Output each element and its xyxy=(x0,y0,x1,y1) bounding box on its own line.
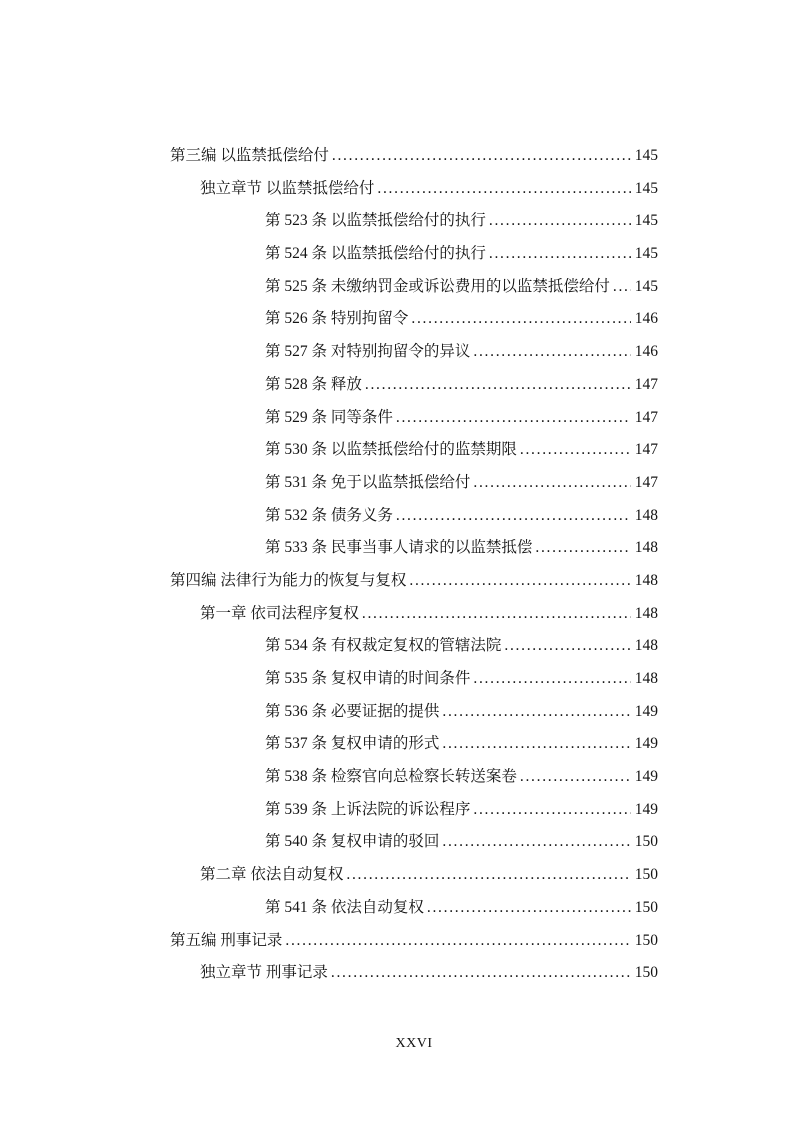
toc-entry-page: 150 xyxy=(634,866,658,884)
dot-leader xyxy=(504,630,630,663)
toc-entry-page: 149 xyxy=(634,800,658,818)
toc-entry-page: 147 xyxy=(634,375,658,393)
toc-entry-page: 149 xyxy=(634,735,658,753)
toc-entry-label: 第四编 法律行为能力的恢复与复权 xyxy=(170,571,407,589)
toc-entry xyxy=(170,532,658,565)
dot-leader xyxy=(427,892,631,925)
toc-entry xyxy=(170,434,658,467)
toc-entry xyxy=(170,205,658,238)
dot-leader xyxy=(332,140,631,173)
toc-entry-page: 148 xyxy=(634,571,658,589)
toc-entry-page: 145 xyxy=(634,179,658,197)
toc-entry-label: 第 527 条 对特别拘留令的异议 xyxy=(265,343,471,361)
toc-entry-page: 146 xyxy=(634,343,658,361)
toc-entry-label: 第 524 条 以监禁抵偿给付的执行 xyxy=(265,245,486,263)
toc-entry-label: 第 525 条 未缴纳罚金或诉讼费用的以监禁抵偿给付 xyxy=(265,277,610,295)
toc-entry-label: 第 533 条 民事当事人请求的以监禁抵偿 xyxy=(265,539,533,557)
dot-leader xyxy=(473,336,630,369)
dot-leader xyxy=(442,696,630,729)
toc-entry-label: 第 530 条 以监禁抵偿给付的监禁期限 xyxy=(265,441,517,459)
toc-entry xyxy=(170,336,658,369)
toc-entry xyxy=(170,925,658,958)
toc-entry-label: 第 532 条 债务义务 xyxy=(265,506,393,524)
toc-entry-label: 第 535 条 复权申请的时间条件 xyxy=(265,670,471,687)
toc-entry-label: 第 538 条 检察官向总检察长转送案卷 xyxy=(265,768,517,786)
toc-entry xyxy=(170,467,658,500)
toc-entry xyxy=(170,565,658,598)
dot-leader xyxy=(396,402,631,435)
toc-entry-label: 第 529 条 同等条件 xyxy=(265,408,393,426)
toc-entry-label: 第 534 条 有权裁定复权的管辖法院 xyxy=(265,637,502,655)
toc-entry xyxy=(170,303,658,336)
toc-entry-page: 148 xyxy=(634,637,658,655)
toc-entry-label: 第 540 条 复权申请的驳回 xyxy=(265,833,440,851)
toc-entry xyxy=(170,859,658,892)
toc-entry-label: 第五编 刑事记录 xyxy=(170,931,283,949)
dot-leader xyxy=(409,565,630,598)
toc-entry xyxy=(170,794,658,827)
toc-entry-page: 145 xyxy=(634,147,658,164)
toc-entry-label: 第一章 依司法程序复权 xyxy=(200,604,359,622)
toc-entry xyxy=(170,500,658,533)
toc-entry-page: 150 xyxy=(634,833,658,851)
toc-entry xyxy=(170,402,658,435)
dot-leader xyxy=(442,728,630,761)
dot-leader xyxy=(520,434,631,467)
toc-entry-page: 145 xyxy=(634,212,658,230)
dot-leader xyxy=(377,173,630,206)
toc-entry-page: 147 xyxy=(634,408,658,426)
toc-entry-page: 150 xyxy=(634,964,658,982)
toc-entry-page: 147 xyxy=(634,473,658,491)
toc-entry-label: 第 537 条 复权申请的形式 xyxy=(265,735,440,753)
dot-leader xyxy=(411,303,630,336)
toc-entry xyxy=(170,369,658,402)
page-number-footer: XXVI xyxy=(395,1036,433,1051)
toc-entry-page: 148 xyxy=(634,670,658,687)
dot-leader xyxy=(613,271,631,304)
toc-entry-page: 148 xyxy=(634,604,658,622)
toc-entry xyxy=(170,663,658,696)
dot-leader xyxy=(489,205,631,238)
toc-entry xyxy=(170,696,658,729)
toc-entry-label: 第 531 条 免于以监禁抵偿给付 xyxy=(265,473,471,491)
dot-leader xyxy=(362,598,631,631)
toc-entry xyxy=(170,140,658,173)
dot-leader xyxy=(520,761,631,794)
toc-entry xyxy=(170,957,658,990)
dot-leader xyxy=(396,500,631,533)
toc-entry-label: 第三编 以监禁抵偿给付 xyxy=(170,147,329,164)
toc-entry xyxy=(170,238,658,271)
toc-list xyxy=(170,140,658,990)
dot-leader xyxy=(473,794,630,827)
toc-entry-label: 第 539 条 上诉法院的诉讼程序 xyxy=(265,800,471,818)
dot-leader xyxy=(365,369,631,402)
toc-entry xyxy=(170,271,658,304)
toc-entry-label: 第 541 条 依法自动复权 xyxy=(265,898,424,916)
toc-entry-page: 149 xyxy=(634,702,658,720)
toc-entry-page: 145 xyxy=(634,277,658,295)
toc-entry xyxy=(170,598,658,631)
dot-leader xyxy=(489,238,631,271)
toc-entry-label: 独立章节 刑事记录 xyxy=(200,964,328,982)
toc-entry-page: 148 xyxy=(634,506,658,524)
dot-leader xyxy=(331,957,631,990)
toc-entry-page: 146 xyxy=(634,310,658,328)
toc-entry-label: 第二章 依法自动复权 xyxy=(200,866,344,884)
toc-entry-label: 第 523 条 以监禁抵偿给付的执行 xyxy=(265,212,486,230)
toc-entry-label: 独立章节 以监禁抵偿给付 xyxy=(200,179,375,197)
dot-leader xyxy=(473,467,630,500)
toc-entry xyxy=(170,728,658,761)
toc-entry-page: 147 xyxy=(634,441,658,459)
dot-leader xyxy=(442,826,630,859)
toc-entry xyxy=(170,892,658,925)
toc-entry-label: 第 528 条 释放 xyxy=(265,375,362,393)
toc-entry-page: 149 xyxy=(634,768,658,786)
toc-entry-page: 150 xyxy=(634,931,658,949)
dot-leader xyxy=(285,925,630,958)
dot-leader xyxy=(473,663,630,696)
toc-entry-label: 第 536 条 必要证据的提供 xyxy=(265,702,440,720)
toc-entry xyxy=(170,826,658,859)
toc-entry-page: 148 xyxy=(634,539,658,557)
dot-leader xyxy=(346,859,630,892)
toc-entry xyxy=(170,761,658,794)
toc-entry-page: 145 xyxy=(634,245,658,263)
toc-entry xyxy=(170,630,658,663)
toc-entry-label: 第 526 条 特别拘留令 xyxy=(265,310,409,328)
toc-entry xyxy=(170,173,658,206)
dot-leader xyxy=(535,532,630,565)
toc-entry-page: 150 xyxy=(634,898,658,916)
